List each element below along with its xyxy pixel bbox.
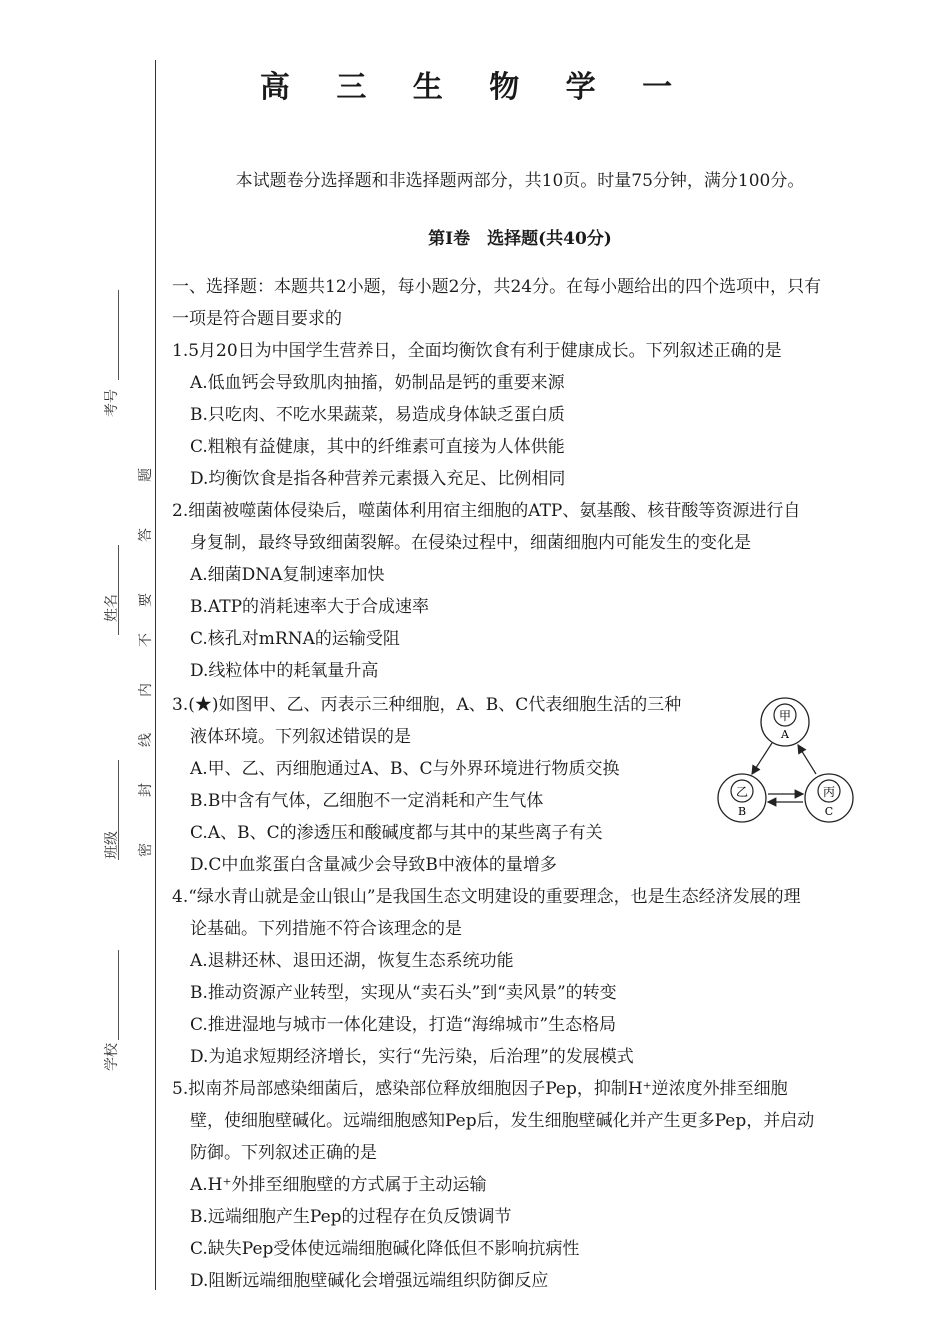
arrow-c-to-a bbox=[798, 745, 816, 774]
label-banji: 班级 bbox=[104, 831, 120, 859]
cell-bing-label: 丙 bbox=[822, 785, 836, 799]
part1-instruction-line1: 一、选择题：本题共12小题，每小题2分，共24分。在每小题给出的四个选项中，只有 bbox=[172, 277, 822, 297]
q3-stem-line1: 3.(★)如图甲、乙、丙表示三种细胞，A、B、C代表细胞生活的三种 bbox=[172, 695, 682, 715]
notice-char-8: 题 bbox=[138, 468, 154, 482]
q1-option-a: A.低血钙会导致肌肉抽搐，奶制品是钙的重要来源 bbox=[190, 373, 565, 393]
label-kaohao: 考号 bbox=[104, 389, 120, 417]
q1-option-d: D.均衡饮食是指各种营养元素摄入充足、比例相同 bbox=[190, 469, 566, 489]
label-xingming: 姓名 bbox=[104, 594, 120, 622]
q5-stem-line3: 防御。下列叙述正确的是 bbox=[190, 1143, 377, 1163]
q1-option-b: B.只吃肉、不吃水果蔬菜，易造成身体缺乏蛋白质 bbox=[190, 405, 565, 425]
q5-stem-line2: 壁，使细胞壁碱化。远端细胞感知Pep后，发生细胞壁碱化并产生更多Pep，并启动 bbox=[190, 1111, 815, 1131]
q2-option-b: B.ATP的消耗速率大于合成速率 bbox=[190, 597, 430, 617]
q3-stem-line2: 液体环境。下列叙述错误的是 bbox=[190, 727, 411, 747]
q2-option-d: D.线粒体中的耗氧量升高 bbox=[190, 661, 379, 681]
q5-option-c: C.缺失Pep受体使远端细胞碱化降低但不影响抗病性 bbox=[190, 1239, 580, 1259]
notice-char-5: 不 bbox=[138, 633, 154, 647]
field-underline-kaohao bbox=[118, 290, 119, 380]
q1-option-c: C.粗粮有益健康，其中的纤维素可直接为人体供能 bbox=[190, 437, 565, 457]
q4-stem-line1: 4.“绿水青山就是金山银山”是我国生态文明建设的重要理念，也是生态经济发展的理 bbox=[172, 887, 801, 907]
q4-option-c: C.推进湿地与城市一体化建设，打造“海绵城市”生态格局 bbox=[190, 1015, 617, 1035]
q4-option-b: B.推动资源产业转型，实现从“卖石头”到“卖风景”的转变 bbox=[190, 983, 617, 1003]
fluid-b-label: B bbox=[737, 805, 747, 818]
q1-stem: 1.5月20日为中国学生营养日，全面均衡饮食有利于健康成长。下列叙述正确的是 bbox=[172, 341, 782, 361]
q4-stem-line2: 论基础。下列措施不符合该理念的是 bbox=[190, 919, 462, 939]
q2-stem-line2: 身复制，最终导致细菌裂解。在侵染过程中，细菌细胞内可能发生的变化是 bbox=[190, 533, 751, 553]
q2-option-a: A.细菌DNA复制速率加快 bbox=[190, 565, 385, 585]
exam-intro: 本试题卷分选择题和非选择题两部分，共10页。时量75分钟，满分100分。 bbox=[235, 171, 805, 191]
notice-char-6: 要 bbox=[138, 593, 154, 607]
cell-yi-label: 乙 bbox=[735, 785, 749, 799]
q3-diagram bbox=[712, 695, 862, 825]
q5-option-d: D.阻断远端细胞壁碱化会增强远端组织防御反应 bbox=[190, 1271, 549, 1291]
cell-jia-label: 甲 bbox=[778, 709, 792, 723]
part1-instruction-line2: 一项是符合题目要求的 bbox=[172, 309, 342, 329]
fluid-c-label: C bbox=[824, 805, 834, 818]
q3-option-d: D.C中血浆蛋白含量减少会导致B中液体的量增多 bbox=[190, 855, 557, 875]
q2-option-c: C.核孔对mRNA的运输受阻 bbox=[190, 629, 400, 649]
binding-line bbox=[155, 60, 156, 1290]
notice-char-2: 封 bbox=[138, 783, 154, 797]
field-underline-xuexiao bbox=[118, 950, 119, 1040]
q2-stem-line1: 2.细菌被噬菌体侵染后，噬菌体利用宿主细胞的ATP、氨基酸、核苷酸等资源进行自 bbox=[172, 501, 801, 521]
q3-option-b: B.B中含有气体，乙细胞不一定消耗和产生气体 bbox=[190, 791, 544, 811]
section-heading: 第Ⅰ卷 选择题(共40分) bbox=[428, 229, 612, 249]
arrow-a-to-b bbox=[752, 743, 772, 774]
q5-option-b: B.远端细胞产生Pep的过程存在负反馈调节 bbox=[190, 1207, 512, 1227]
notice-char-4: 内 bbox=[138, 683, 154, 697]
q5-stem-line1: 5.拟南芥局部感染细菌后，感染部位释放细胞因子Pep，抑制H⁺逆浓度外排至细胞 bbox=[172, 1079, 788, 1099]
label-xuexiao: 学校 bbox=[104, 1043, 120, 1071]
q4-option-d: D.为追求短期经济增长，实行“先污染，后治理”的发展模式 bbox=[190, 1047, 634, 1067]
fluid-a-label: A bbox=[781, 728, 789, 741]
q3-option-c: C.A、B、C的渗透压和酸碱度都与其中的某些离子有关 bbox=[190, 823, 603, 843]
q3-option-a: A.甲、乙、丙细胞通过A、B、C与外界环境进行物质交换 bbox=[190, 759, 620, 779]
exam-title: 高 三 生 物 学 一 bbox=[259, 70, 691, 105]
q4-option-a: A.退耕还林、退田还湖，恢复生态系统功能 bbox=[190, 951, 514, 971]
notice-char-3: 线 bbox=[138, 733, 154, 747]
notice-char-7: 答 bbox=[138, 528, 154, 542]
q5-option-a: A.H⁺外排至细胞壁的方式属于主动运输 bbox=[190, 1175, 487, 1195]
notice-char-1: 密 bbox=[138, 843, 154, 857]
